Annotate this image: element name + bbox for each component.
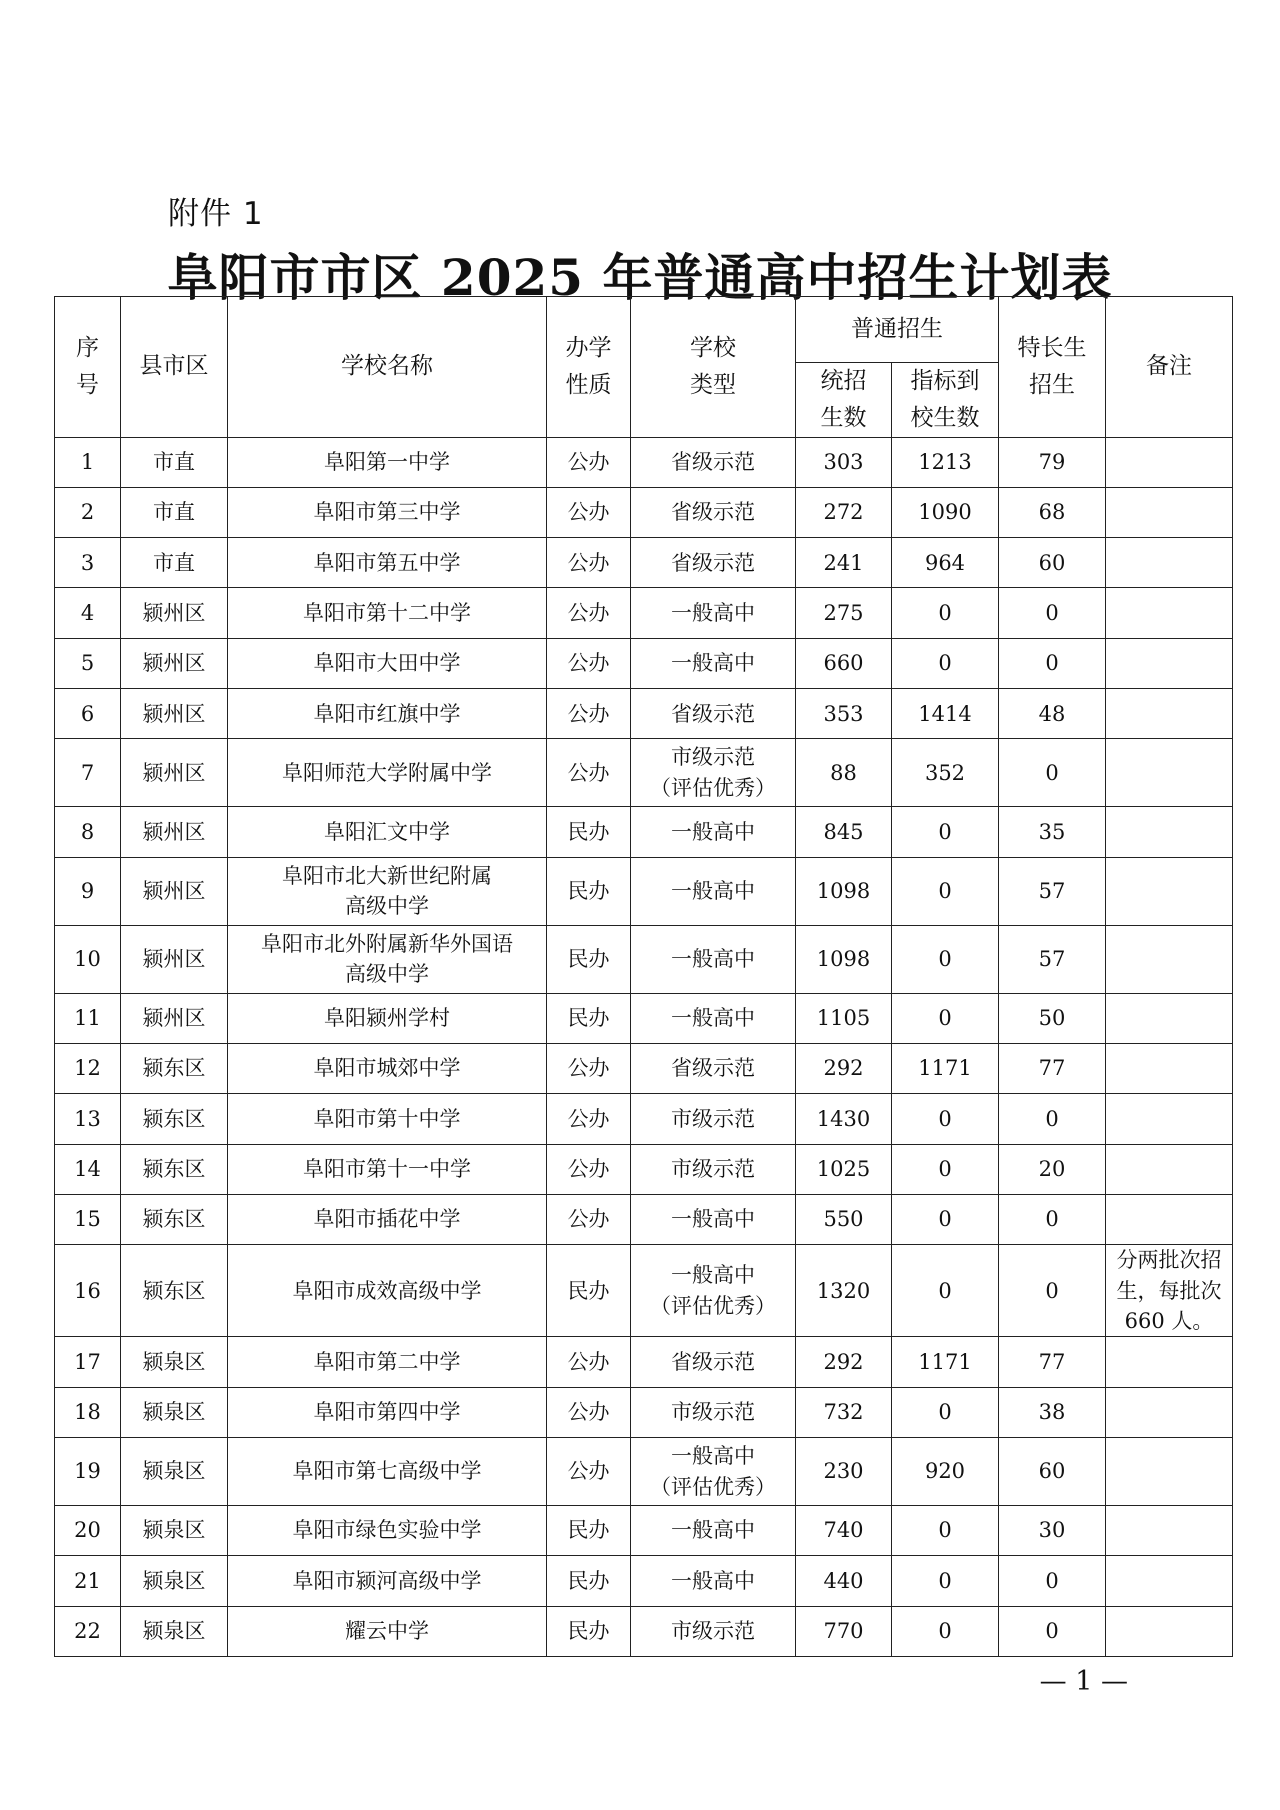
cell-school: 阜阳市北外附属新华外国语 高级中学: [228, 925, 547, 993]
cell-county: 颍州区: [121, 993, 228, 1043]
cell-county: 市直: [121, 487, 228, 537]
table-row: [55, 1506, 1233, 1556]
table-row: [55, 1556, 1233, 1606]
cell-unified: 440: [796, 1556, 892, 1606]
cell-school: 阜阳师范大学附属中学: [228, 739, 547, 807]
cell-quota: 1414: [892, 689, 999, 739]
table-row: [55, 1387, 1233, 1437]
table-row: [55, 487, 1233, 537]
cell-nature: 公办: [547, 487, 631, 537]
table-row: [55, 1245, 1233, 1337]
cell-county: 颍泉区: [121, 1606, 228, 1656]
cell-nature: 民办: [547, 1506, 631, 1556]
cell-school: 阜阳汇文中学: [228, 807, 547, 857]
cell-special: 0: [999, 739, 1106, 807]
cell-type: 一般高中: [631, 857, 796, 925]
cell-remarks: [1106, 857, 1233, 925]
cell-school: 阜阳第一中学: [228, 437, 547, 487]
table-row: [55, 993, 1233, 1043]
cell-no: 1: [55, 437, 121, 487]
cell-school: 阜阳市城郊中学: [228, 1043, 547, 1093]
cell-nature: 公办: [547, 1387, 631, 1437]
cell-unified: 1105: [796, 993, 892, 1043]
table-row: [55, 538, 1233, 588]
cell-type: 市级示范 （评估优秀）: [631, 739, 796, 807]
cell-type: 一般高中: [631, 588, 796, 638]
cell-no: 16: [55, 1245, 121, 1337]
header-regular: 普通招生: [796, 297, 999, 363]
cell-type: 一般高中 （评估优秀）: [631, 1438, 796, 1506]
cell-no: 2: [55, 487, 121, 537]
cell-quota: 0: [892, 993, 999, 1043]
cell-quota: 1090: [892, 487, 999, 537]
cell-county: 市直: [121, 538, 228, 588]
cell-unified: 1320: [796, 1245, 892, 1337]
header-county: 县市区: [121, 297, 228, 438]
cell-county: 颍泉区: [121, 1438, 228, 1506]
cell-type: 一般高中 （评估优秀）: [631, 1245, 796, 1337]
cell-school: 阜阳市第十中学: [228, 1094, 547, 1144]
cell-nature: 民办: [547, 857, 631, 925]
table-row: [55, 1606, 1233, 1656]
cell-type: 省级示范: [631, 1337, 796, 1387]
cell-remarks: [1106, 689, 1233, 739]
cell-unified: 303: [796, 437, 892, 487]
cell-school: 阜阳市北大新世纪附属 高级中学: [228, 857, 547, 925]
cell-type: 省级示范: [631, 437, 796, 487]
cell-quota: 0: [892, 1556, 999, 1606]
cell-county: 颍州区: [121, 638, 228, 688]
cell-special: 0: [999, 638, 1106, 688]
cell-nature: 民办: [547, 1245, 631, 1337]
cell-no: 19: [55, 1438, 121, 1506]
cell-nature: 民办: [547, 1606, 631, 1656]
cell-no: 22: [55, 1606, 121, 1656]
cell-remarks: [1106, 1337, 1233, 1387]
annex-label: 附件 1: [168, 196, 264, 232]
cell-unified: 550: [796, 1194, 892, 1244]
cell-quota: 0: [892, 857, 999, 925]
cell-nature: 公办: [547, 1094, 631, 1144]
cell-no: 5: [55, 638, 121, 688]
table-row: [55, 739, 1233, 807]
cell-type: 省级示范: [631, 689, 796, 739]
cell-type: 一般高中: [631, 993, 796, 1043]
cell-no: 6: [55, 689, 121, 739]
cell-unified: 272: [796, 487, 892, 537]
cell-remarks: [1106, 739, 1233, 807]
cell-special: 60: [999, 538, 1106, 588]
cell-special: 0: [999, 1556, 1106, 1606]
cell-type: 市级示范: [631, 1387, 796, 1437]
cell-quota: 0: [892, 638, 999, 688]
cell-quota: 0: [892, 588, 999, 638]
table-row: [55, 1094, 1233, 1144]
cell-no: 11: [55, 993, 121, 1043]
cell-special: 79: [999, 437, 1106, 487]
table-row: [55, 1043, 1233, 1093]
cell-special: 48: [999, 689, 1106, 739]
table-row: [55, 925, 1233, 993]
cell-nature: 公办: [547, 588, 631, 638]
cell-unified: 275: [796, 588, 892, 638]
cell-unified: 740: [796, 1506, 892, 1556]
cell-nature: 民办: [547, 993, 631, 1043]
table-row: [55, 1194, 1233, 1244]
cell-nature: 公办: [547, 437, 631, 487]
cell-type: 市级示范: [631, 1606, 796, 1656]
cell-school: 阜阳市第十一中学: [228, 1144, 547, 1194]
cell-remarks: 分两批次招 生，每批次 660 人。: [1106, 1245, 1233, 1337]
cell-county: 颍州区: [121, 925, 228, 993]
cell-remarks: [1106, 925, 1233, 993]
header-nature: 办学 性质: [547, 297, 631, 438]
cell-school: 耀云中学: [228, 1606, 547, 1656]
cell-quota: 0: [892, 925, 999, 993]
cell-quota: 0: [892, 1387, 999, 1437]
cell-type: 一般高中: [631, 1556, 796, 1606]
cell-remarks: [1106, 538, 1233, 588]
cell-quota: 0: [892, 1506, 999, 1556]
cell-county: 颍泉区: [121, 1387, 228, 1437]
cell-type: 一般高中: [631, 1194, 796, 1244]
cell-special: 35: [999, 807, 1106, 857]
cell-remarks: [1106, 1194, 1233, 1244]
page-number: — 1 —: [1039, 1666, 1128, 1697]
cell-nature: 公办: [547, 538, 631, 588]
cell-county: 颍泉区: [121, 1506, 228, 1556]
cell-county: 颍东区: [121, 1094, 228, 1144]
cell-remarks: [1106, 1556, 1233, 1606]
cell-no: 21: [55, 1556, 121, 1606]
cell-quota: 920: [892, 1438, 999, 1506]
cell-quota: 352: [892, 739, 999, 807]
cell-unified: 732: [796, 1387, 892, 1437]
cell-remarks: [1106, 1606, 1233, 1656]
cell-type: 市级示范: [631, 1094, 796, 1144]
cell-school: 阜阳市第四中学: [228, 1387, 547, 1437]
cell-special: 68: [999, 487, 1106, 537]
cell-remarks: [1106, 588, 1233, 638]
table-body: [55, 437, 1233, 1656]
cell-no: 18: [55, 1387, 121, 1437]
cell-remarks: [1106, 1094, 1233, 1144]
cell-type: 市级示范: [631, 1144, 796, 1194]
cell-county: 颍州区: [121, 739, 228, 807]
cell-county: 颍州区: [121, 689, 228, 739]
cell-school: 阜阳市颍河高级中学: [228, 1556, 547, 1606]
cell-nature: 公办: [547, 689, 631, 739]
cell-school: 阜阳市第七高级中学: [228, 1438, 547, 1506]
cell-remarks: [1106, 487, 1233, 537]
cell-no: 4: [55, 588, 121, 638]
cell-special: 77: [999, 1043, 1106, 1093]
cell-type: 一般高中: [631, 807, 796, 857]
cell-no: 13: [55, 1094, 121, 1144]
cell-unified: 1025: [796, 1144, 892, 1194]
cell-type: 一般高中: [631, 638, 796, 688]
table-row: [55, 857, 1233, 925]
cell-school: 阜阳市成效高级中学: [228, 1245, 547, 1337]
header-remarks: 备注: [1106, 297, 1233, 438]
cell-nature: 公办: [547, 739, 631, 807]
table-row: [55, 1438, 1233, 1506]
cell-county: 颍东区: [121, 1194, 228, 1244]
cell-county: 颍东区: [121, 1144, 228, 1194]
cell-special: 38: [999, 1387, 1106, 1437]
cell-unified: 292: [796, 1043, 892, 1093]
cell-remarks: [1106, 1144, 1233, 1194]
header-unified: 统招 生数: [796, 363, 892, 438]
cell-no: 8: [55, 807, 121, 857]
cell-quota: 1213: [892, 437, 999, 487]
cell-school: 阜阳市第三中学: [228, 487, 547, 537]
cell-no: 10: [55, 925, 121, 993]
cell-special: 77: [999, 1337, 1106, 1387]
cell-county: 颍州区: [121, 807, 228, 857]
header-quota: 指标到 校生数: [892, 363, 999, 438]
cell-remarks: [1106, 807, 1233, 857]
cell-county: 颍泉区: [121, 1556, 228, 1606]
table-row: [55, 638, 1233, 688]
cell-unified: 1430: [796, 1094, 892, 1144]
cell-no: 9: [55, 857, 121, 925]
cell-nature: 公办: [547, 638, 631, 688]
cell-type: 省级示范: [631, 538, 796, 588]
cell-type: 省级示范: [631, 487, 796, 537]
enrollment-plan-table: [54, 296, 1233, 1657]
cell-special: 50: [999, 993, 1106, 1043]
cell-remarks: [1106, 1043, 1233, 1093]
cell-quota: 1171: [892, 1337, 999, 1387]
cell-no: 14: [55, 1144, 121, 1194]
cell-special: 0: [999, 1094, 1106, 1144]
cell-type: 一般高中: [631, 1506, 796, 1556]
cell-school: 阜阳市插花中学: [228, 1194, 547, 1244]
cell-nature: 公办: [547, 1337, 631, 1387]
cell-no: 7: [55, 739, 121, 807]
table-row: [55, 1144, 1233, 1194]
cell-unified: 241: [796, 538, 892, 588]
cell-special: 0: [999, 1245, 1106, 1337]
cell-nature: 民办: [547, 925, 631, 993]
cell-county: 颍州区: [121, 588, 228, 638]
cell-county: 市直: [121, 437, 228, 487]
cell-special: 57: [999, 857, 1106, 925]
cell-type: 省级示范: [631, 1043, 796, 1093]
header-school-name: 学校名称: [228, 297, 547, 438]
cell-unified: 1098: [796, 925, 892, 993]
cell-remarks: [1106, 1506, 1233, 1556]
cell-nature: 公办: [547, 1438, 631, 1506]
cell-school: 阜阳市红旗中学: [228, 689, 547, 739]
table-row: [55, 807, 1233, 857]
cell-school: 阜阳市大田中学: [228, 638, 547, 688]
table-row: [55, 588, 1233, 638]
table-row: [55, 437, 1233, 487]
cell-county: 颍泉区: [121, 1337, 228, 1387]
cell-county: 颍东区: [121, 1245, 228, 1337]
cell-quota: 0: [892, 1245, 999, 1337]
cell-school: 阜阳市第二中学: [228, 1337, 547, 1387]
header-seq: 序 号: [55, 297, 121, 438]
cell-nature: 公办: [547, 1144, 631, 1194]
cell-remarks: [1106, 437, 1233, 487]
cell-special: 20: [999, 1144, 1106, 1194]
cell-quota: 0: [892, 1194, 999, 1244]
table-row: [55, 1337, 1233, 1387]
cell-special: 0: [999, 1606, 1106, 1656]
cell-unified: 845: [796, 807, 892, 857]
table-row: [55, 689, 1233, 739]
cell-special: 60: [999, 1438, 1106, 1506]
cell-school: 阜阳市第五中学: [228, 538, 547, 588]
cell-quota: 964: [892, 538, 999, 588]
cell-quota: 0: [892, 1094, 999, 1144]
cell-no: 15: [55, 1194, 121, 1244]
cell-special: 0: [999, 588, 1106, 638]
table-header: [55, 297, 1233, 438]
cell-special: 30: [999, 1506, 1106, 1556]
cell-unified: 660: [796, 638, 892, 688]
cell-no: 17: [55, 1337, 121, 1387]
cell-unified: 292: [796, 1337, 892, 1387]
cell-quota: 0: [892, 1606, 999, 1656]
cell-special: 0: [999, 1194, 1106, 1244]
cell-unified: 353: [796, 689, 892, 739]
cell-quota: 0: [892, 1144, 999, 1194]
cell-remarks: [1106, 1387, 1233, 1437]
cell-no: 20: [55, 1506, 121, 1556]
cell-no: 12: [55, 1043, 121, 1093]
cell-school: 阜阳颍州学村: [228, 993, 547, 1043]
cell-remarks: [1106, 993, 1233, 1043]
cell-special: 57: [999, 925, 1106, 993]
cell-remarks: [1106, 638, 1233, 688]
cell-county: 颍州区: [121, 857, 228, 925]
cell-unified: 230: [796, 1438, 892, 1506]
cell-nature: 公办: [547, 1194, 631, 1244]
cell-unified: 770: [796, 1606, 892, 1656]
cell-nature: 民办: [547, 807, 631, 857]
header-special: 特长生 招生: [999, 297, 1106, 438]
cell-unified: 1098: [796, 857, 892, 925]
document-title: 阜阳市市区 2025 年普通高中招生计划表: [167, 248, 1113, 307]
cell-county: 颍东区: [121, 1043, 228, 1093]
cell-remarks: [1106, 1438, 1233, 1506]
cell-nature: 公办: [547, 1043, 631, 1093]
cell-school: 阜阳市绿色实验中学: [228, 1506, 547, 1556]
cell-quota: 0: [892, 807, 999, 857]
cell-no: 3: [55, 538, 121, 588]
cell-unified: 88: [796, 739, 892, 807]
cell-school: 阜阳市第十二中学: [228, 588, 547, 638]
cell-quota: 1171: [892, 1043, 999, 1093]
header-type: 学校 类型: [631, 297, 796, 438]
cell-type: 一般高中: [631, 925, 796, 993]
cell-nature: 民办: [547, 1556, 631, 1606]
